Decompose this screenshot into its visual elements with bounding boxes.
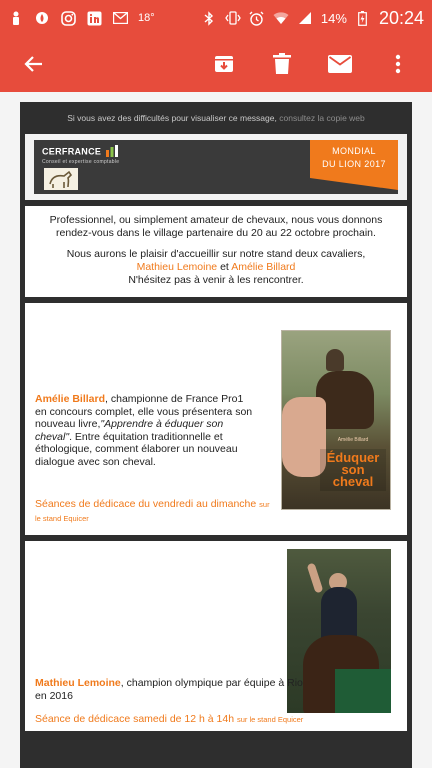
amelie-dedic-place: sur le stand Equicer [35, 500, 270, 523]
battery-icon [355, 10, 371, 26]
temperature-text: 18° [138, 12, 155, 24]
amelie-name[interactable]: Amélie Billard [35, 393, 106, 405]
delete-button[interactable] [262, 44, 302, 84]
webcopy-notice [25, 110, 407, 134]
arm-shape [307, 562, 324, 593]
brand-name: CERFRANCE [42, 146, 102, 157]
card-amelie [25, 303, 407, 535]
amelie-description [35, 393, 257, 469]
intro-block [25, 206, 407, 297]
book-cover-image [281, 330, 391, 510]
horse-logo-icon [44, 168, 78, 190]
intro-paragraph: Professionnel, ou simplement amateur de chevaux, nous vous donnons rendez-vous dans le village partenaire du 20 au 22 octobre prochain. [49, 214, 383, 239]
brand-subtitle: Conseil et expertise comptable [42, 159, 120, 165]
cerfrance-logo [42, 145, 119, 165]
vibrate-icon [225, 10, 241, 26]
badge-line2: DU LION 2017 [322, 159, 386, 169]
invite-text: Nous aurons le plaisir d'accueillir sur notre stand deux cavaliers, [66, 248, 366, 260]
mail-icon [112, 10, 128, 26]
banner-image [34, 140, 398, 194]
card-mathieu [25, 541, 407, 731]
webcopy-link[interactable]: consultez la copie web [279, 113, 365, 123]
book-title: "Apprendre à éduquer son cheval" [35, 418, 224, 443]
flame-icon [34, 10, 50, 26]
mathieu-description [35, 677, 303, 702]
blanket-shape [335, 669, 391, 713]
invite-closing: N'hésitez pas à venir à les rencontrer. [128, 274, 304, 286]
back-button[interactable] [14, 44, 54, 84]
archive-button[interactable] [204, 44, 244, 84]
header-banner [25, 134, 407, 200]
signal-icon [297, 10, 313, 26]
alarm-icon [249, 10, 265, 26]
amelie-dedic-text: Séances de dédicace du vendredi au dimanche [35, 498, 257, 510]
mondial-badge [310, 140, 398, 178]
cover-title: Éduquer son cheval [320, 449, 386, 491]
mail-icon [328, 55, 352, 73]
newsletter [20, 102, 412, 768]
badge-tail [310, 178, 398, 190]
invite-paragraph [35, 248, 397, 287]
linkedin-icon [86, 10, 102, 26]
cover-author: Amélie Billard [337, 437, 369, 443]
status-bar [0, 0, 432, 36]
mathieu-dedic-place: sur le stand Equicer [237, 715, 304, 724]
more-options-button[interactable] [378, 44, 418, 84]
webcopy-text: Si vous avez des difficultés pour visualiser ce message, [67, 113, 277, 123]
mathieu-text: , champion olympique par équipe à Rio en 2016 [35, 677, 303, 702]
message-body [0, 92, 432, 768]
mathieu-name[interactable]: Mathieu Lemoine [35, 677, 121, 689]
mathieu-dedic-text: Séance de dédicace samedi de 12 h à 14h [35, 713, 235, 725]
instagram-icon [60, 10, 76, 26]
rider-shape [326, 349, 344, 371]
mark-unread-button[interactable] [320, 44, 360, 84]
battery-percent: 14% [320, 10, 347, 26]
mathieu-dedicace [35, 713, 395, 727]
logo-bars-icon [106, 145, 118, 159]
amelie-text-a: , championne de France Pro1 en concours complet, elle vous présentera son nouveau livre, [35, 393, 253, 431]
badge-line1: MONDIAL [332, 146, 376, 156]
archive-icon [214, 54, 234, 74]
app-bar [0, 36, 432, 92]
clock-time: 20:24 [378, 7, 424, 28]
bluetooth-icon [201, 10, 217, 26]
back-arrow-icon [24, 54, 44, 74]
link-mathieu[interactable]: Mathieu Lemoine [136, 261, 218, 273]
delete-icon [273, 53, 291, 75]
amelie-dedicace [35, 498, 275, 525]
link-amelie[interactable]: Amélie Billard [231, 261, 296, 273]
wifi-icon [273, 10, 289, 26]
amelie-text-b: . Entre équitation traditionnelle et éthologique, comment élaborer un nouveau dialogue avec son cheval. [35, 430, 238, 468]
person-icon [8, 10, 24, 26]
conjunction: et [220, 261, 229, 273]
more-vert-icon [395, 54, 401, 74]
